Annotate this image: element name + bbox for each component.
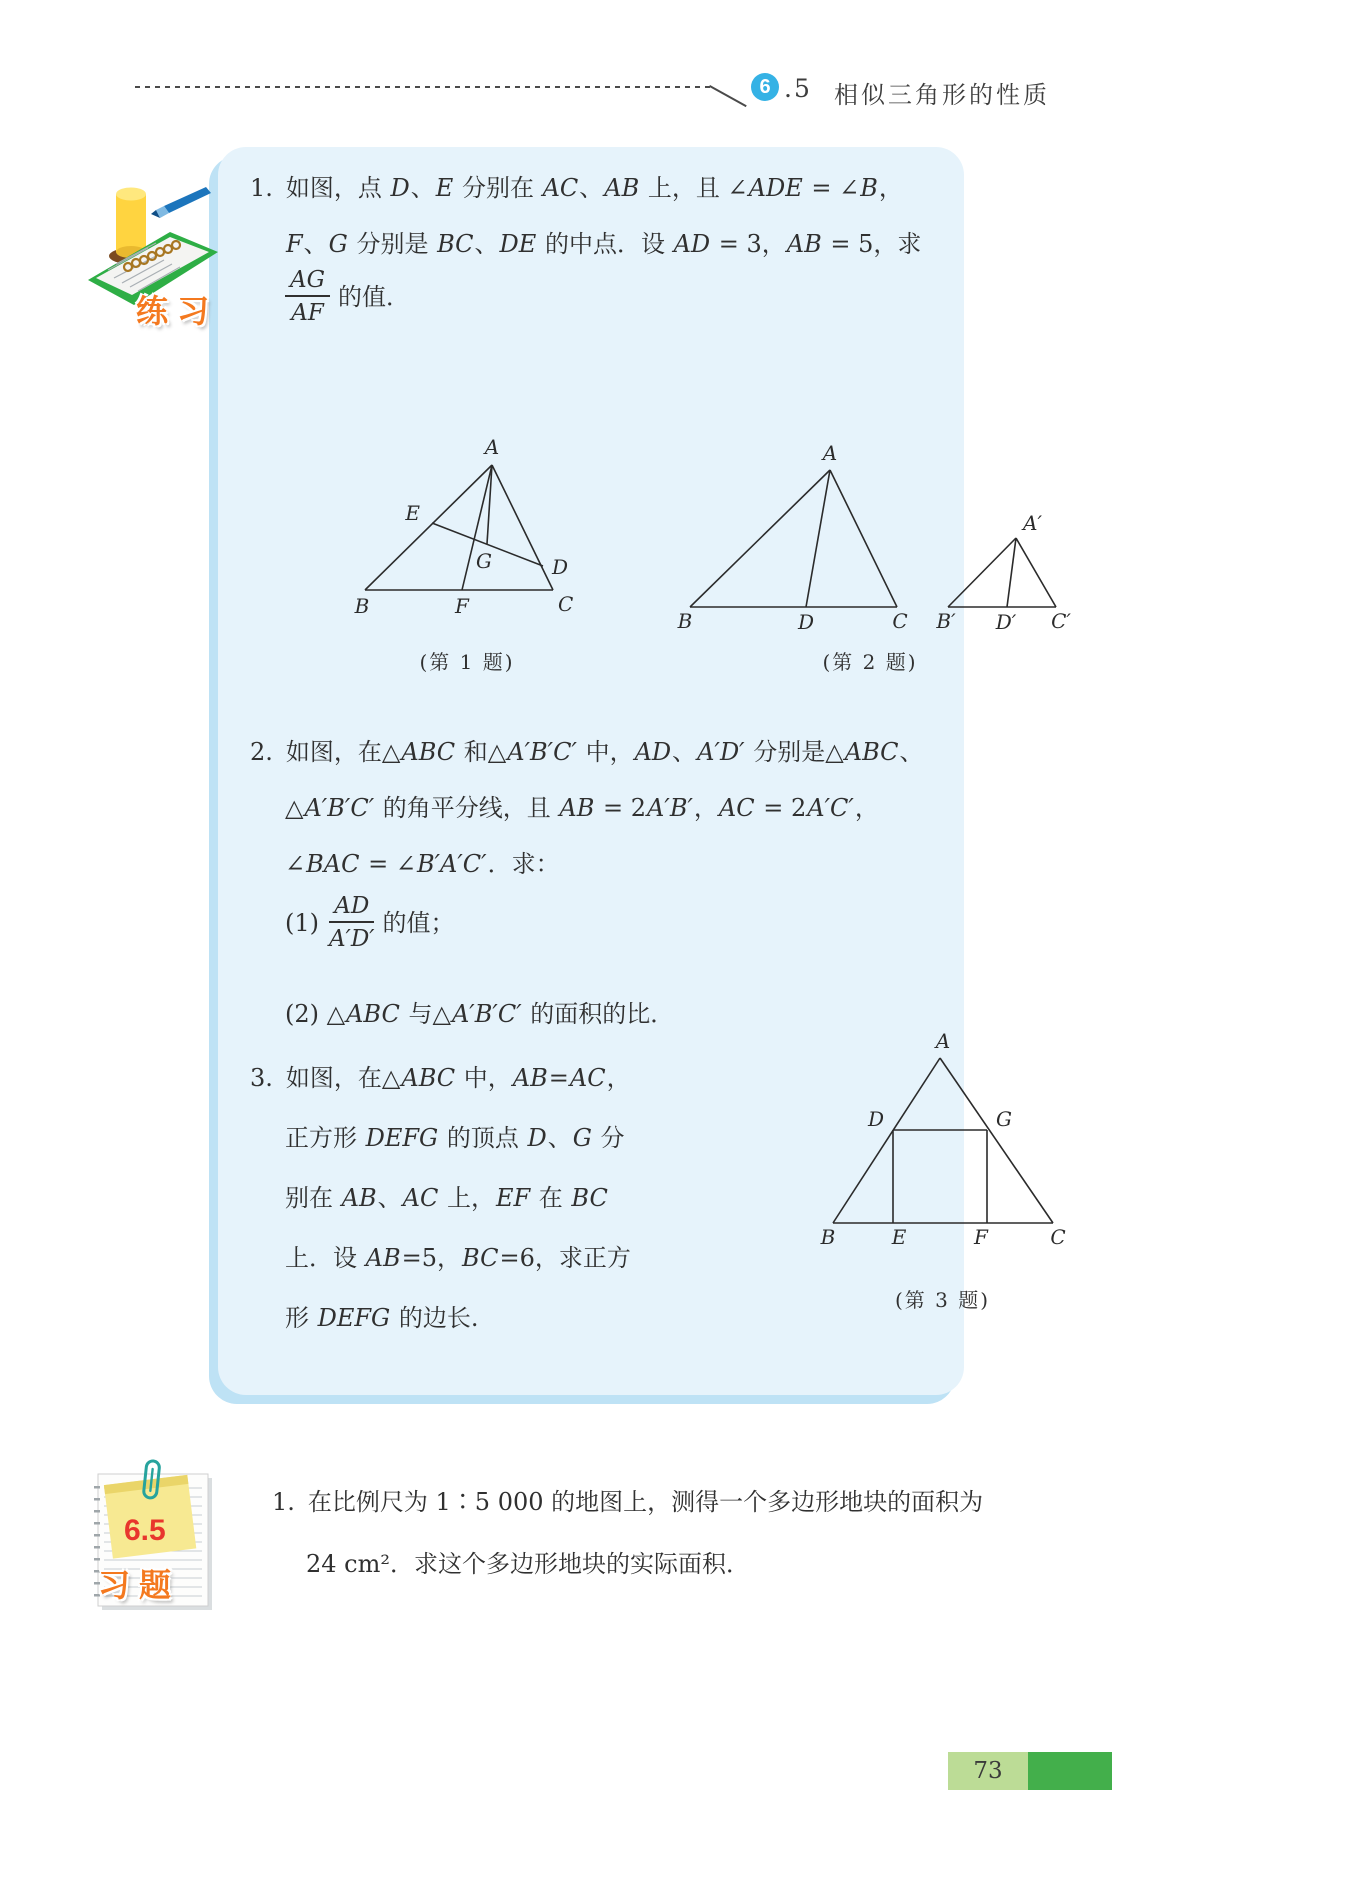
vertex-label-A: A [822, 441, 838, 465]
vertex-label-E: E [891, 1225, 907, 1249]
problem-2-text-3: ∠BAC = ∠B′A′C′．求： [285, 850, 560, 878]
fraction-denominator: AF [291, 300, 324, 326]
page-number-green-bar [1028, 1752, 1112, 1790]
problem-3-text-4: 上．设 AB=5，BC=6，求正方 [285, 1244, 631, 1272]
fraction-ad-apdp [329, 892, 375, 953]
problem-3-line-4 [285, 1242, 631, 1274]
problem-3-text-2: 正方形 DEFG 的顶点 D、G 分 [285, 1124, 625, 1152]
section-title: 相似三角形的性质 [834, 82, 1050, 109]
problem-2-line-2 [285, 792, 879, 824]
page-number: 73 [973, 1758, 1003, 1784]
section-suffix: .5 [784, 74, 812, 103]
problem-2-item-1 [285, 892, 455, 953]
problem-3-text-5: 形 DEFG 的边长. [285, 1304, 479, 1332]
vertex-label-B: B [820, 1225, 836, 1249]
vertex-label-D-prime: D′ [995, 610, 1017, 634]
problem-2-text-1: 如图，在△ABC 和△A′B′C′ 中，AD、A′D′ 分别是△ABC、 [285, 738, 924, 766]
vertex-label-B: B [354, 594, 370, 618]
problem-3-line-2 [285, 1122, 625, 1154]
fraction-numerator: AG [285, 266, 330, 297]
section-number-circle [751, 73, 779, 101]
homework-1-number: 1. [272, 1488, 295, 1516]
section-number: 6 [759, 75, 771, 98]
problem-2-line-1 [250, 736, 924, 768]
homework-badge: 习题 [98, 1567, 181, 1603]
homework-1-text-1: 在比例尺为 1∶5 000 的地图上，测得一个多边形地块的面积为 [307, 1488, 984, 1516]
diagram-problem-1 [280, 426, 615, 626]
vertex-label-A-prime: A′ [1023, 511, 1042, 535]
problem-1-line-3 [285, 266, 410, 327]
problem-1-tail: 的值． [337, 282, 410, 311]
vertex-label-G: G [996, 1107, 1012, 1131]
vertex-label-C-prime: C′ [1051, 609, 1071, 633]
vertex-label-G: G [476, 549, 492, 573]
problem-3-number: 3. [250, 1064, 273, 1092]
diagram-2-caption: (第 2 题) [822, 650, 918, 674]
vertex-label-A: A [484, 435, 500, 459]
item-2-text: (2) △ABC 与△A′B′C′ 的面积的比． [285, 1000, 675, 1028]
vertex-label-B: B [677, 609, 693, 633]
diagram-problem-3 [806, 1029, 1106, 1256]
homework-section-tag: 6.5 [124, 1514, 166, 1547]
fraction-numerator: AD [329, 892, 374, 923]
vertex-label-C: C [892, 609, 908, 633]
problem-1-text-2: F、G 分别是 BC、DE 的中点．设 AD = 3，AB = 5，求 [286, 230, 922, 258]
problem-3-line-5 [285, 1302, 479, 1334]
homework-1-line-2 [306, 1548, 750, 1580]
vertex-label-D: D [797, 610, 815, 634]
problem-1-line-1 [250, 172, 903, 204]
problem-3-text-3: 别在 AB、AC 上，EF 在 BC [285, 1184, 608, 1212]
problem-3-text-1: 如图，在△ABC 中，AB=AC， [285, 1064, 631, 1092]
pen-icon [164, 187, 211, 213]
problem-1-text-1: 如图，点 D、E 分别在 AC、AB 上，且 ∠ADE = ∠B， [285, 174, 903, 202]
vertex-label-A: A [935, 1029, 951, 1053]
header-dashed-line [135, 86, 710, 88]
problem-2-text-2: △A′B′C′ 的角平分线，且 AB = 2A′B′，AC = 2A′C′， [285, 794, 879, 822]
fraction-ag-af [285, 266, 330, 327]
problem-3-line-1 [250, 1062, 631, 1094]
homework-1-line-1 [272, 1486, 983, 1518]
diagram-problem-2 [655, 430, 1085, 634]
item-1-tail: 的值； [382, 908, 455, 937]
item-1-prefix: (1) [285, 908, 319, 937]
vertex-label-F: F [455, 594, 469, 618]
vertex-label-B-prime: B′ [936, 609, 956, 633]
problem-2-number: 2. [250, 738, 273, 766]
vertex-label-C: C [558, 592, 574, 616]
vertex-label-E: E [405, 501, 420, 525]
practice-badge: 练习 [136, 293, 219, 329]
homework-1-text-2: 24 cm²．求这个多边形地块的实际面积． [306, 1550, 750, 1578]
diagram-1-caption: (第 1 题) [419, 650, 515, 674]
vertex-label-C: C [1050, 1225, 1066, 1249]
header-diagonal-tick [709, 85, 747, 107]
problem-1-line-2 [285, 228, 921, 260]
problem-1-number: 1. [250, 174, 273, 202]
problem-2-line-3 [285, 848, 560, 880]
vertex-label-F: F [974, 1225, 988, 1249]
page-number-box [948, 1752, 1028, 1790]
vertex-label-D: D [867, 1107, 884, 1131]
problem-2-item-2 [285, 998, 674, 1030]
vertex-label-D: D [552, 555, 569, 579]
fraction-denominator: A′D′ [329, 926, 375, 952]
problem-3-line-3 [285, 1182, 609, 1214]
diagram-3-caption: (第 3 题) [894, 1288, 991, 1312]
